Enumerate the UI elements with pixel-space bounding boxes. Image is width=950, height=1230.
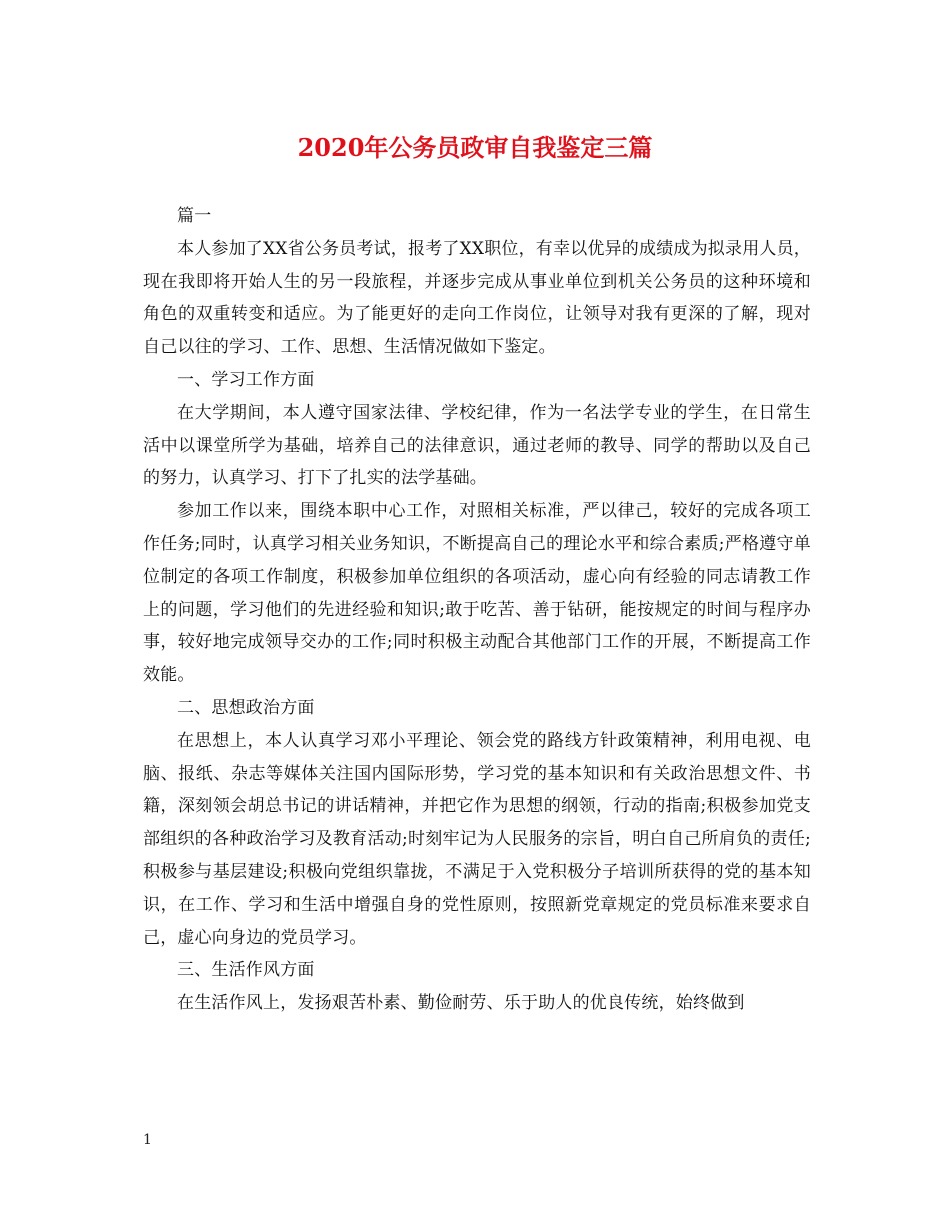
section-heading: 三、生活作风方面 [177,960,315,981]
body-paragraph: 本人参加了XX省公务员考试，报考了XX职位，有幸以优异的成绩成为拟录用人员，现在我即将开始人生的另一段旅程，并逐步完成从事业单位到机关公务员的这种环境和角色的双重转变和适应。为了能更好的走向工作岗位，让领导对我有更深的了解，现对自己以往的学习、工作、思想、生活情况做如下鉴定。 [143,238,812,358]
body-paragraph: 在生活作风上，发扬艰苦朴素、勤俭耐劳、乐于助人的优良传统，始终做到 [177,993,745,1014]
body-paragraph: 参加工作以来，围绕本职中心工作，对照相关标准，严以律己，较好的完成各项工作任务;同时，认真学习相关业务知识，不断提高自己的理论水平和综合素质;严格遵守单位制定的各项工作制度，积极参加单位组织的各项活动，虚心向有经验的同志请教工作上的问题，学习他们的先进经验和知识;敢于吃苦、善于钻研，能按规定的时间与程序办事，较好地完成领导交办的工作;同时积极主动配合其他部门工作的开展，不断提高工作效能。 [143,501,811,686]
body-paragraph: 在思想上，本人认真学习邓小平理论、领会党的路线方针政策精神，利用电视、电脑、报纸、杂志等媒体关注国内国际形势，学习党的基本知识和有关政治思想文件、书籍，深刻领会胡总书记的讲话精神，并把它作为思想的纲领，行动的指南;积极参加党支部组织的各种政治学习及教育活动;时刻牢记为人民服务的宗旨，明白自己所肩负的责任;积极参与基层建设;积极向党组织靠拢，不满足于入党积极分子培训所获得的党的基本知识，在工作、学习和生活中增强自身的党性原则，按照新党章规定的党员标准来要求自己，虚心向身边的党员学习。 [143,730,811,948]
section-heading: 一、学习工作方面 [177,369,315,390]
page-number: 1 [143,1132,152,1148]
section-label: 篇一 [177,206,212,226]
body-paragraph: 在大学期间，本人遵守国家法律、学校纪律，作为一名法学专业的学生，在日常生活中以课堂所学为基础，培养自己的法律意识，通过老师的教导、同学的帮助以及自己的努力，认真学习、打下了扎实的法学基础。 [143,402,811,489]
document-title: 2020年公务员政审自我鉴定三篇 [297,133,653,162]
document-body [143,200,811,1020]
section-heading: 二、思想政治方面 [177,697,315,718]
